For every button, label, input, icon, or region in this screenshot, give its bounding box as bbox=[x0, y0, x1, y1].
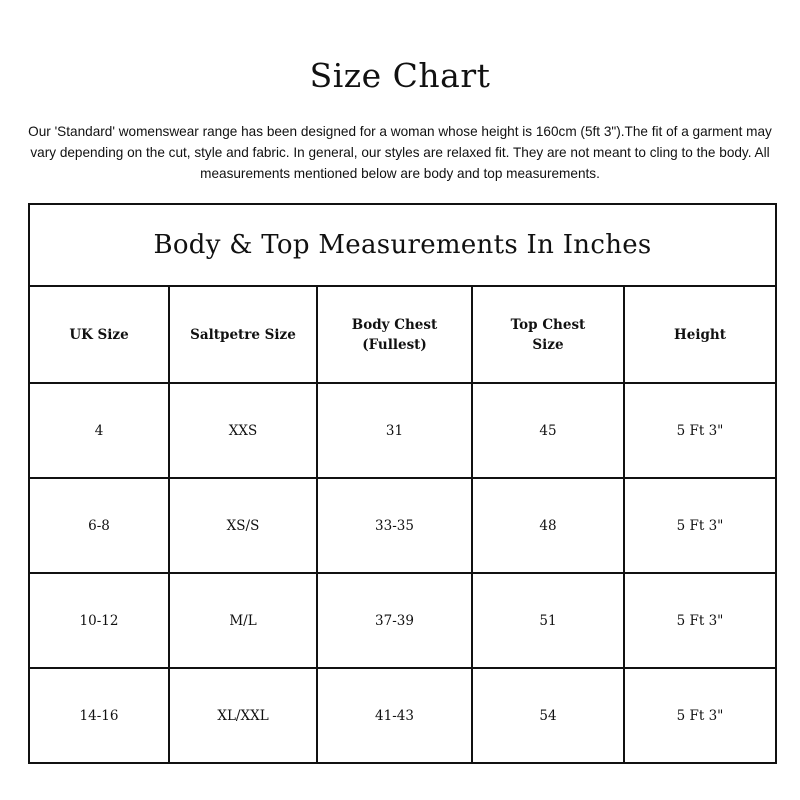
cell-uk-size: 10-12 bbox=[29, 573, 169, 668]
header-height: Height bbox=[624, 286, 776, 383]
cell-height: 5 Ft 3" bbox=[624, 668, 776, 763]
header-body-chest: Body Chest (Fullest) bbox=[317, 286, 472, 383]
cell-height: 5 Ft 3" bbox=[624, 383, 776, 478]
cell-top-chest-size: 51 bbox=[472, 573, 624, 668]
cell-top-chest-size: 54 bbox=[472, 668, 624, 763]
cell-body-chest: 37-39 bbox=[317, 573, 472, 668]
cell-uk-size: 14-16 bbox=[29, 668, 169, 763]
header-saltpetre-size: Saltpetre Size bbox=[169, 286, 317, 383]
cell-body-chest: 33-35 bbox=[317, 478, 472, 573]
header-top-chest-size: Top Chest Size bbox=[472, 286, 624, 383]
table-caption-row bbox=[29, 204, 776, 286]
cell-saltpetre-size: XXS bbox=[169, 383, 317, 478]
page-title: Size Chart bbox=[309, 56, 491, 95]
cell-saltpetre-size: XS/S bbox=[169, 478, 317, 573]
cell-top-chest-size: 45 bbox=[472, 383, 624, 478]
intro-paragraph: Our 'Standard' womenswear range has been designed for a woman whose height is 160cm (5ft 3").The fit of a garment may vary depending on the cut, style and fabric. In general, our styles are relaxed fit. They are not meant to cling to the body. All measurements mentioned below are body and top measurements. bbox=[28, 124, 772, 181]
table-row bbox=[29, 668, 776, 763]
cell-uk-size: 6-8 bbox=[29, 478, 169, 573]
cell-height: 5 Ft 3" bbox=[624, 573, 776, 668]
cell-top-chest-size: 48 bbox=[472, 478, 624, 573]
table-caption: Body & Top Measurements In Inches bbox=[29, 204, 776, 286]
table-row bbox=[29, 573, 776, 668]
cell-height: 5 Ft 3" bbox=[624, 478, 776, 573]
header-uk-size: UK Size bbox=[29, 286, 169, 383]
cell-body-chest: 31 bbox=[317, 383, 472, 478]
cell-saltpetre-size: XL/XXL bbox=[169, 668, 317, 763]
cell-body-chest: 41-43 bbox=[317, 668, 472, 763]
table-header-row bbox=[29, 286, 776, 383]
cell-uk-size: 4 bbox=[29, 383, 169, 478]
table-row bbox=[29, 383, 776, 478]
size-table bbox=[28, 203, 777, 764]
table-row bbox=[29, 478, 776, 573]
cell-saltpetre-size: M/L bbox=[169, 573, 317, 668]
